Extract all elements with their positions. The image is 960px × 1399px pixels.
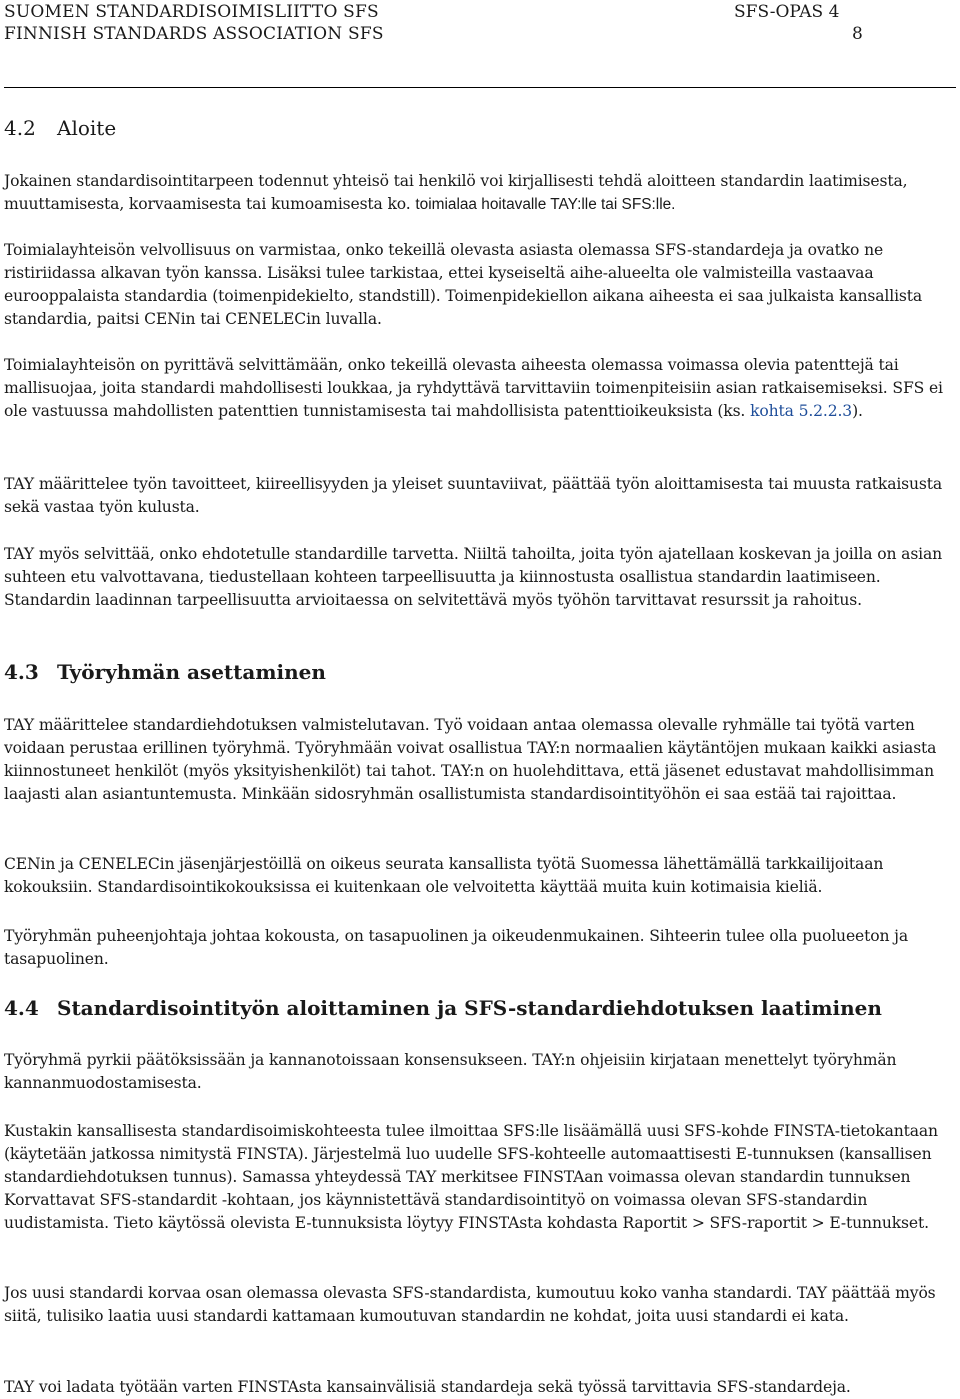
organization-name-en: FINNISH STANDARDS ASSOCIATION SFS bbox=[4, 24, 384, 44]
section-number: 4.2 bbox=[4, 116, 36, 140]
paragraph: Työryhmän puheenjohtaja johtaa kokousta, on tasapuolinen ja oikeudenmukainen. Sihteerin tulee olla puolueeton ja tasapuolinen. bbox=[4, 927, 908, 968]
section-heading-4-2 bbox=[4, 116, 956, 140]
document-id: SFS-OPAS 4 bbox=[734, 2, 840, 22]
paragraph: Toimialayhteisön velvollisuus on varmistaa, onko tekeillä olevasta asiasta olemassa SFS-standardeja ja ovatko ne ristiriidassa alkavan työn kanssa. Lisäksi tulee tarkistaa, ettei kyseiseltä aihe-alueelta ole valmisteilla vastaavaa eurooppalaista standardia (toimenpidekielto, standstill). Toimenpidekiellon aikana aiheesta ei saa julkaista kansallista standardia, paitsi CENin tai CENELECin luvalla. bbox=[4, 241, 923, 328]
section-heading-4-4 bbox=[4, 996, 956, 1020]
paragraph: CENin ja CENELECin jäsenjärjestöillä on oikeus seurata kansallista työtä Suomessa lähettämällä tarkkailijoitaan kokouksiin. Standardisointikokouksissa ei kuitenkaan ole velvoitetta käyttää muita kuin kotimaisia kieliä. bbox=[4, 855, 884, 896]
paragraph-text: Toimialayhteisön on pyrittävä selvittämään, onko tekeillä olevasta aiheesta olemassa voimassa olevia patenttejä tai mallisuojaa, joita standardi mahdollisesti loukkaa, ja ryhdyttävä tarvittaviin toimenpiteisiin asian ratkaisemiseksi. SFS ei ole vastuussa mahdollisten patenttien tunnistamisesta tai mahdollisista patenttioikeuksista (ks. bbox=[4, 356, 943, 420]
section-heading-4-3 bbox=[4, 660, 956, 684]
paragraph: TAY voi ladata työtään varten FINSTAsta kansainvälisiä standardeja sekä työssä tarvittavia SFS-standardeja. bbox=[4, 1378, 851, 1396]
paragraph: TAY määrittelee standardiehdotuksen valmistelutavan. Työ voidaan antaa olemassa olevalle ryhmälle tai työtä varten voidaan perustaa erillinen työryhmä. Työryhmään voivat osallistua TAY:n normaalien käytäntöjen mukaan kaikki asiasta kiinnostuneet henkilöt (myös yksityishenkilöt) tai tahot. TAY:n on huolehdittava, että jäsenet edustavat mahdollisimman laajasti alan asiantuntemusta. Minkään sidosryhmän osallistumista standardisointityöhön ei saa estää tai rajoittaa. bbox=[4, 716, 937, 803]
paragraph: TAY myös selvittää, onko ehdotetulle standardille tarvetta. Niiltä tahoilta, joita työn ajatellaan koskevan ja joilla on asian suhteen etu valvottavana, tiedustellaan kohteen tarpeellisuutta ja kiinnostusta osallistua standardin laatimiseen. Standardin laadinnan tarpeellisuutta arvioitaessa on selvitettävä myös työhön tarvittavat resurssit ja rahoitus. bbox=[4, 545, 943, 609]
paragraph-text: Jokainen standardisointitarpeen todennut yhteisö tai henkilö voi kirjallisesti tehdä aloitteen standardin laatimisesta, muuttamisesta, korvaamisesta tai kumoamisesta ko. bbox=[4, 172, 908, 213]
page-header bbox=[4, 0, 956, 90]
section-title: Standardisointityön aloittaminen ja SFS-standardiehdotuksen laatiminen bbox=[57, 996, 882, 1020]
section-number: 4.4 bbox=[4, 996, 39, 1020]
header-divider bbox=[4, 87, 956, 88]
paragraph-text: ). bbox=[852, 402, 863, 420]
paragraph bbox=[4, 354, 956, 423]
section-title: Työryhmän asettaminen bbox=[57, 660, 326, 684]
section-title: Aloite bbox=[57, 116, 117, 140]
organization-name-fi: SUOMEN STANDARDISOIMISLIITTO SFS bbox=[4, 2, 379, 22]
paragraph-text-inserted: toimialaa hoitavalle TAY:lle tai SFS:lle. bbox=[415, 196, 676, 213]
paragraph bbox=[4, 170, 956, 216]
paragraph: Jos uusi standardi korvaa osan olemassa olevasta SFS-standardista, kumoutuu koko vanha standardi. TAY päättää myös siitä, tulisiko laatia uusi standardi kattamaan kumoutuvan standardin ne kohdat, joita uusi standardi ei kata. bbox=[4, 1284, 936, 1325]
paragraph: Työryhmä pyrkii päätöksissään ja kannanotoissaan konsensukseen. TAY:n ohjeisiin kirjataan menettelyt työryhmän kannanmuodostamisesta. bbox=[4, 1051, 897, 1092]
section-number: 4.3 bbox=[4, 660, 39, 684]
page-number: 8 bbox=[852, 24, 863, 44]
paragraph: Kustakin kansallisesta standardisoimiskohteesta tulee ilmoittaa SFS:lle lisäämällä uusi SFS-kohde FINSTA-tietokantaan (käytetään jatkossa nimitystä FINSTA). Järjestelmä luo uudelle SFS-kohteelle automaattisesti E-tunnuksen (kansallisen standardiehdotuksen tunnus). Samassa yhteydessä TAY merkitsee FINSTAan voimassa olevan standardin tunnuksen Korvattavat SFS-standardit -kohtaan, jos käynnistettävä standardisointityö on voimassa olevan SFS-standardin uudistamista. Tieto käytössä olevista E-tunnuksista löytyy FINSTAsta kohdasta Raportit > SFS-raportit > E-tunnukset. bbox=[4, 1122, 938, 1232]
section-reference-link[interactable]: kohta 5.2.2.3 bbox=[750, 402, 853, 420]
paragraph: TAY määrittelee työn tavoitteet, kiireellisyyden ja yleiset suuntaviivat, päättää työn aloittamisesta tai muusta ratkaisusta sekä vastaa työn kulusta. bbox=[4, 475, 943, 516]
